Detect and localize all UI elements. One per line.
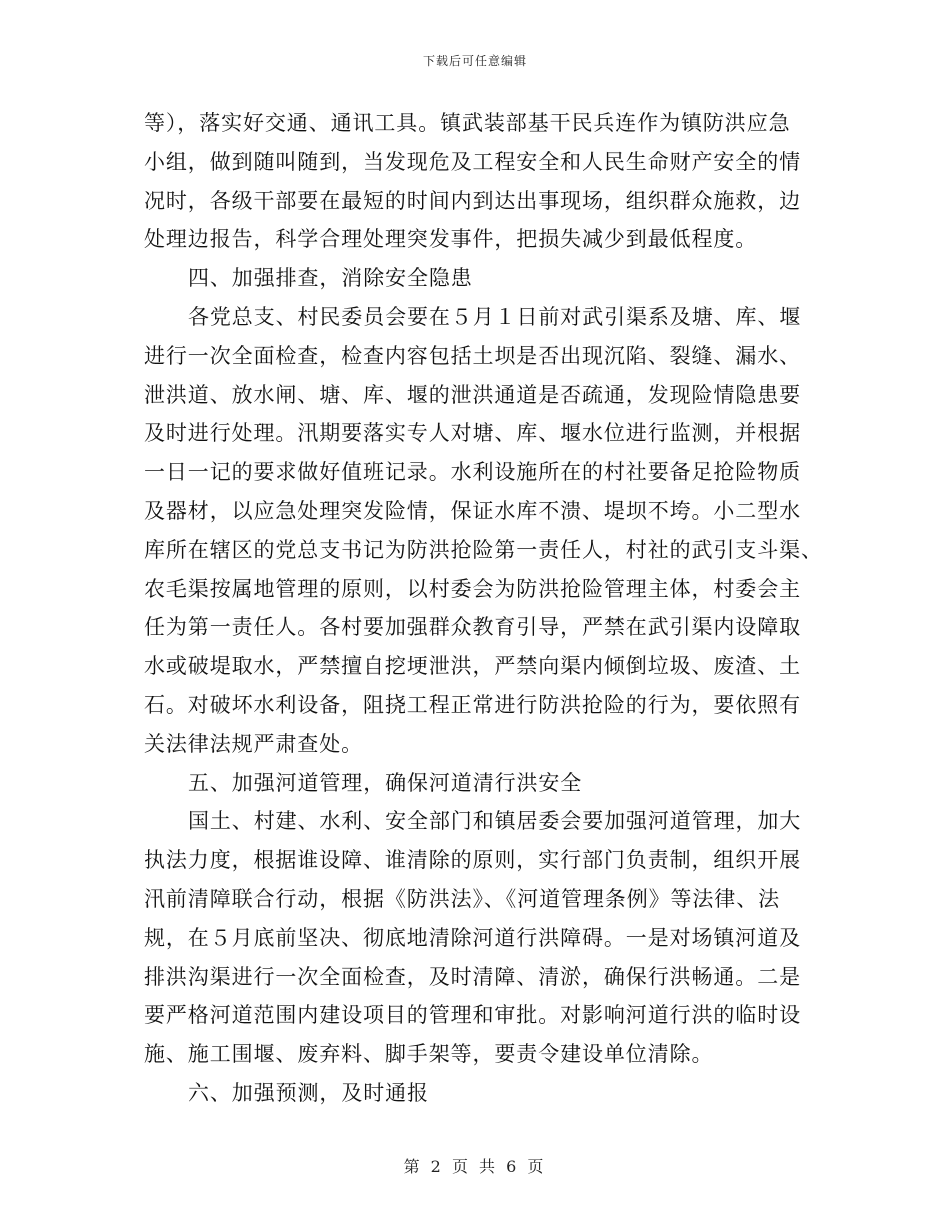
body-text-line: 及时进行处理。汛期要落实专人对塘、库、堰水位进行监测，并根据 <box>144 421 801 446</box>
body-text-line: 进行一次全面检查，检查内容包括土坝是否出现沉陷、裂缝、漏水、 <box>144 343 801 368</box>
body-text-line: 泄洪道、放水闸、塘、库、堰的泄洪通道是否疏通，发现险情隐患要 <box>144 382 801 407</box>
body-text-line: 一日一记的要求做好值班记录。水利设施所在的村社要备足抢险物质 <box>144 460 801 485</box>
body-text-line: 及器材，以应急处理突发险情，保证水库不溃、堤坝不垮。小二型水 <box>144 498 801 523</box>
body-text-line: 处理边报告，科学合理处理突发事件，把损失减少到最低程度。 <box>144 227 758 252</box>
body-text-line: 施、施工围堰、废弃料、脚手架等，要责令建设单位清除。 <box>144 1042 714 1067</box>
document-body <box>144 104 823 1113</box>
body-text-line: 各党总支、村民委员会要在５月１日前对武引渠系及塘、库、堰 <box>188 304 802 329</box>
page-number: 第 2 页 共 6 页 <box>403 1157 547 1176</box>
body-text-line: 排洪沟渠进行一次全面检查，及时清障、清淤，确保行洪畅通。二是 <box>144 964 801 989</box>
body-text-line: 库所在辖区的党总支书记为防洪抢险第一责任人，村社的武引支斗渠、 <box>144 537 823 562</box>
body-text-line: 汛前清障联合行动，根据《防洪法》、《河道管理条例》等法律、法 <box>144 886 780 911</box>
body-text-line: 农毛渠按属地管理的原则，以村委会为防洪抢险管理主体，村委会主 <box>144 576 801 601</box>
body-text-line: 要严格河道范围内建设项目的管理和审批。对影响河道行洪的临时设 <box>144 1003 801 1028</box>
page-header-note: 下载后可任意编辑 <box>422 54 527 68</box>
section-heading: 六、加强预测，及时通报 <box>188 1080 429 1105</box>
body-text-line: 况时，各级干部要在最短的时间内到达出事现场，组织群众施救，边 <box>144 188 801 213</box>
section-heading: 四、加强排查，消除安全隐患 <box>188 266 473 291</box>
body-text-line: 小组，做到随叫随到，当发现危及工程安全和人民生命财产安全的情 <box>144 149 801 174</box>
body-text-line: 石。对破坏水利设备，阻挠工程正常进行防洪抢险的行为，要依照有 <box>144 692 801 717</box>
body-text-line: 等），落实好交通、通讯工具。镇武装部基干民兵连作为镇防洪应急 <box>144 111 791 135</box>
body-text-line: 水或破堤取水，严禁擅自挖埂泄洪，严禁向渠内倾倒垃圾、废渣、土 <box>144 654 801 679</box>
body-text-line: 关法律法规严肃查处。 <box>144 731 363 756</box>
section-heading: 五、加强河道管理，确保河道清行洪安全 <box>188 770 583 795</box>
body-text-line: 执法力度，根据谁设障、谁清除的原则，实行部门负责制，组织开展 <box>144 848 801 873</box>
body-text-line: 国土、村建、水利、安全部门和镇居委会要加强河道管理，加大 <box>188 809 802 834</box>
body-text-line: 任为第一责任人。各村要加强群众教育引导，严禁在武引渠内设障取 <box>144 615 801 640</box>
body-text-line: 规，在５月底前坚决、彻底地清除河道行洪障碍。一是对场镇河道及 <box>144 925 801 950</box>
